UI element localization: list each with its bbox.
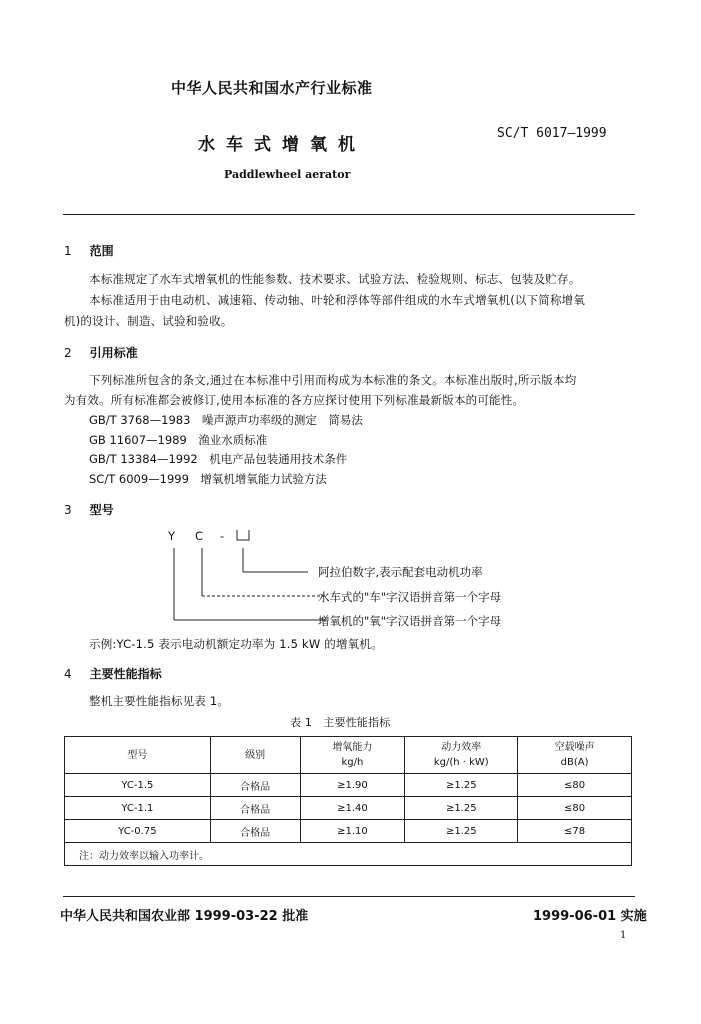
table-header-row <box>65 737 632 774</box>
section-1-para2b: 机)的设计、制造、试验和验收。 <box>64 314 233 328</box>
table-row <box>65 820 632 843</box>
table-cell: 合格品 <box>210 797 300 820</box>
standard-number: SC/T 6017—1999 <box>497 126 607 141</box>
model-example: 示例:YC-1.5 表示电动机额定功率为 1.5 kW 的增氧机。 <box>89 637 383 651</box>
table-cell: ≥1.25 <box>405 797 518 820</box>
table-cell: ≥1.90 <box>300 774 405 797</box>
table-note: 注：动力效率以输入功率计。 <box>65 843 632 866</box>
document-title: 水车式增氧机 <box>198 135 366 155</box>
section-2-para1b: 为有效。所有标准都会被修订,使用本标准的各方应探讨使用下列标准最新版本的可能性。 <box>64 393 525 407</box>
org-line: 中华人民共和国水产行业标准 <box>171 79 373 97</box>
table-row <box>65 774 632 797</box>
table-caption: 表 1 主要性能指标 <box>290 716 391 729</box>
col-header-oxygenation: 增氧能力 kg/h <box>300 737 405 774</box>
table-cell: ≤78 <box>518 820 632 843</box>
col-header-model: 型号 <box>65 737 211 774</box>
table-note-row <box>65 843 632 866</box>
reference-item: GB/T 3768—1983 噪声源声功率级的测定 简易法 <box>89 413 363 427</box>
section-3-heading <box>64 501 114 518</box>
section-1-para2a: 本标准适用于由电动机、减速箱、传动轴、叶轮和浮体等部件组成的水车式增氧机(以下简称增氧 <box>89 293 586 307</box>
header-divider <box>63 214 635 215</box>
section-1-para1: 本标准规定了水车式增氧机的性能参数、技术要求、试验方法、检验规则、标志、包装及贮存。 <box>89 272 581 286</box>
footer-divider <box>63 896 635 897</box>
section-4-heading <box>64 665 162 682</box>
section-4-number: 4 <box>64 667 72 681</box>
reference-item: GB 11607—1989 渔业水质标准 <box>89 433 268 447</box>
performance-table <box>64 736 632 866</box>
table-cell: YC-1.5 <box>65 774 211 797</box>
model-code-diagram <box>160 526 330 626</box>
implementation-date: 1999-06-01 实施 <box>533 909 647 924</box>
section-3-title: 型号 <box>89 503 114 517</box>
table-row <box>65 797 632 820</box>
section-2-title: 引用标准 <box>89 346 138 360</box>
model-code-y: Y <box>168 529 176 543</box>
section-2-para1a: 下列标准所包含的条文,通过在本标准中引用而构成为本标准的条文。本标准出版时,所示版本均 <box>89 373 577 387</box>
section-1-heading <box>64 242 114 259</box>
label-che: 水车式的"车"字汉语拼音第一个字母 <box>318 590 502 604</box>
reference-item: GB/T 13384—1992 机电产品包装通用技术条件 <box>89 452 348 466</box>
table-cell: YC-0.75 <box>65 820 211 843</box>
reference-item: SC/T 6009—1999 增氧机增氧能力试验方法 <box>89 472 327 486</box>
table-cell: ≥1.25 <box>405 820 518 843</box>
col-header-noise: 空载噪声 dB(A) <box>518 737 632 774</box>
col-header-grade: 级别 <box>210 737 300 774</box>
table-cell: 合格品 <box>210 774 300 797</box>
section-2-number: 2 <box>64 346 72 360</box>
approval-line: 中华人民共和国农业部 1999-03-22 批准 <box>60 909 309 924</box>
table-cell: YC-1.1 <box>65 797 211 820</box>
table-cell: ≥1.10 <box>300 820 405 843</box>
table-cell: ≥1.40 <box>300 797 405 820</box>
col-header-efficiency: 动力效率 kg/(h · kW) <box>405 737 518 774</box>
page-number: 1 <box>620 930 627 941</box>
section-2-heading <box>64 344 138 361</box>
model-code-dash: - <box>220 529 225 543</box>
english-title: Paddlewheel aerator <box>224 168 351 181</box>
blank-box <box>237 530 249 540</box>
table-cell: 合格品 <box>210 820 300 843</box>
label-yang: 增氧机的"氧"字汉语拼音第一个字母 <box>318 614 502 628</box>
section-4-title: 主要性能指标 <box>89 667 162 681</box>
model-code-c: C <box>195 529 204 543</box>
table-cell: ≤80 <box>518 774 632 797</box>
table-cell: ≤80 <box>518 797 632 820</box>
table-cell: ≥1.25 <box>405 774 518 797</box>
section-3-number: 3 <box>64 503 72 517</box>
section-4-intro: 整机主要性能指标见表 1。 <box>89 694 230 708</box>
label-motor-power: 阿拉伯数字,表示配套电动机功率 <box>318 565 483 579</box>
section-1-number: 1 <box>64 244 72 258</box>
section-1-title: 范围 <box>89 244 114 258</box>
